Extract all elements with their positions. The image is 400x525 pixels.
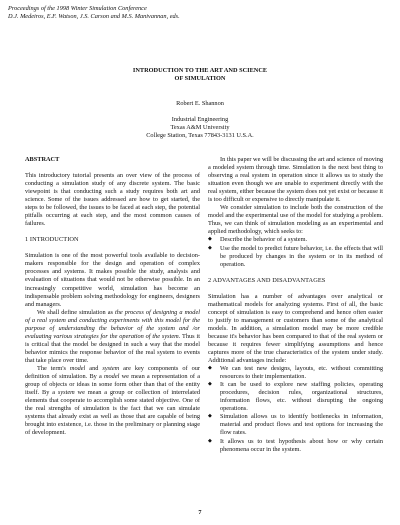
author-name: Robert E. Shannon	[176, 100, 224, 107]
title-block	[0, 67, 400, 140]
section-1-heading: 1 INTRODUCTION	[25, 236, 79, 244]
abstract-text: This introductory tutorial presents an over view of the process of conducting a simulation study of any discrete system. The basic viewpoint is that conducting such a study requires both art and science. Some of the issues addressed are how to get started, the steps to be followed, the issues to be faced at each step, the potential pitfalls occurring at each step, and the most common causes of failures.	[25, 172, 200, 228]
bullet-text: It can be used to explore new staffing policies, operating procedures, decision rules, organizational structures, information flows, etc. without disrupting the ongoing operations.	[220, 381, 383, 413]
paper-title-line-2: OF SIMULATION	[174, 75, 226, 82]
intro-continued-paragraph-2: We consider simulation to include both the construction of the model and the experimental use of the model for studying a problem. Thus, we can think of simulation modeling as an experimental and applied methodology, which seeks to:	[208, 204, 383, 236]
author-dept: Industrial Engineering	[171, 116, 229, 123]
simulation-definition: the process of designing a model of a real system and conducting experiments with this model for the purpose of understanding the behavior of the system and /or evaluating various strategies for the operation of the system.	[25, 308, 200, 340]
advantages-bullet-list	[208, 365, 383, 454]
page-number: 7	[198, 509, 202, 516]
p2-end: Thus it is critical that the model be designed in such a way that the model behavior mimics the response behavior of the real system to events that take place over time.	[25, 332, 200, 364]
diamond-bullet-icon: ◆	[208, 382, 212, 388]
section-2-heading: 2 ADVANTAGES AND DISADVANTAGES	[208, 276, 326, 284]
proceedings-line-1: Proceedings of the 1998 Winter Simulation Conference	[8, 5, 147, 12]
p3-d: we mean a representation of a group of objects or ideas in some form other than that of the entity itself. By a	[25, 373, 200, 397]
section-1-paragraph-3	[25, 365, 200, 437]
list-item	[208, 381, 383, 413]
diamond-bullet-icon: ◆	[208, 438, 212, 444]
paper-title	[0, 67, 400, 83]
diamond-bullet-icon: ◆	[208, 245, 212, 251]
section-2-paragraph-1: Simulation has a number of advantages over analytical or mathematical models for analyzing systems. First of all, the basic concept of simulation is easy to comprehend and hence often easier to justify to management or customers than some of the analytical models. In addition, a simulation model may be more credible because it's behavior has been compared to that of the real system or because it requires fewer simplifying assumptions and hence captures more of the true characteristics of the system under study. Additional advantages include:	[208, 292, 383, 365]
list-item	[208, 365, 383, 381]
paper-title-line-1: INTRODUCTION TO THE ART AND SCIENCE	[132, 67, 268, 74]
p3-italic-system: system	[102, 364, 120, 372]
diamond-bullet-icon: ◆	[208, 414, 212, 420]
abstract-heading: ABSTRACT	[25, 156, 60, 163]
diamond-bullet-icon: ◆	[208, 366, 212, 372]
right-column	[208, 156, 383, 454]
bullet-text: Simulation allows us to identify bottlenecks in information, material and product flows and test options for increasing the flow rates.	[220, 413, 383, 437]
list-item	[208, 413, 383, 437]
author-university: Texas A&M University	[170, 124, 230, 131]
list-item	[208, 438, 383, 454]
author-affiliation	[0, 116, 400, 140]
bullet-text: We can test new designs, layouts, etc. without committing resources to their implementation.	[220, 365, 383, 381]
bullet-text: Describe the behavior of a system.	[220, 236, 308, 244]
section-1-paragraph-2	[25, 309, 200, 365]
bullet-text: It allows us to test hypothesis about how or why certain phenomena occur in the system.	[220, 437, 383, 453]
diamond-bullet-icon: ◆	[208, 237, 212, 243]
p3-b: and	[85, 364, 103, 372]
p3-e: we mean a group or collection of interrelated elements that cooperate to accomplish some stated objective. One of the real strengths of simulation is the fact that we can simulate systems that already exist as well as those that are capable of being brought into existence, i.e. those in the preliminary or planning stage of development.	[25, 389, 201, 437]
list-item	[208, 236, 383, 244]
proceedings-line-2: D.J. Medeiros, E.F. Watson, J.S. Carson and M.S. Manivannan, eds.	[8, 13, 180, 20]
list-item	[208, 245, 383, 269]
intro-continued-paragraph-1: In this paper we will be discussing the art and science of moving a modeled system through time. Simulation is the next best thing to observing a real system in operation since it allows us to study the situation even though we are unable to experiment directly with the real system, either because the system does not yet exist or because it is too difficult or expensive to directly manipulate it.	[208, 156, 383, 204]
p2-start: We shall define simulation as	[37, 308, 116, 316]
bullet-text: Use the model to predict future behavior, i.e. the effects that will be produced by changes in the system or in its method of operation.	[220, 244, 383, 268]
section-1-paragraph-1: Simulation is one of the most powerful tools available to decision-makers responsible for the design and operation of complex processes and systems. It makes possible the study, analysis and evaluation of situations that would not be otherwise possible. In an increasingly competitive world, simulation has become an indispensable problem solving methodology for engineers, designers and managers.	[25, 252, 200, 308]
p3-italic-model: model	[69, 364, 86, 372]
p3-italic-model-2: model	[103, 373, 120, 381]
p3-a: The term's	[37, 364, 70, 372]
left-column	[25, 156, 200, 437]
p3-italic-system-2: system	[57, 389, 75, 397]
intro-bullet-list	[208, 236, 383, 268]
p3-c: are key components of our definition of simulation. By a	[25, 364, 201, 381]
proceedings-header	[8, 5, 180, 21]
author-address: College Station, Texas 77843-3131 U.S.A.	[146, 132, 254, 139]
